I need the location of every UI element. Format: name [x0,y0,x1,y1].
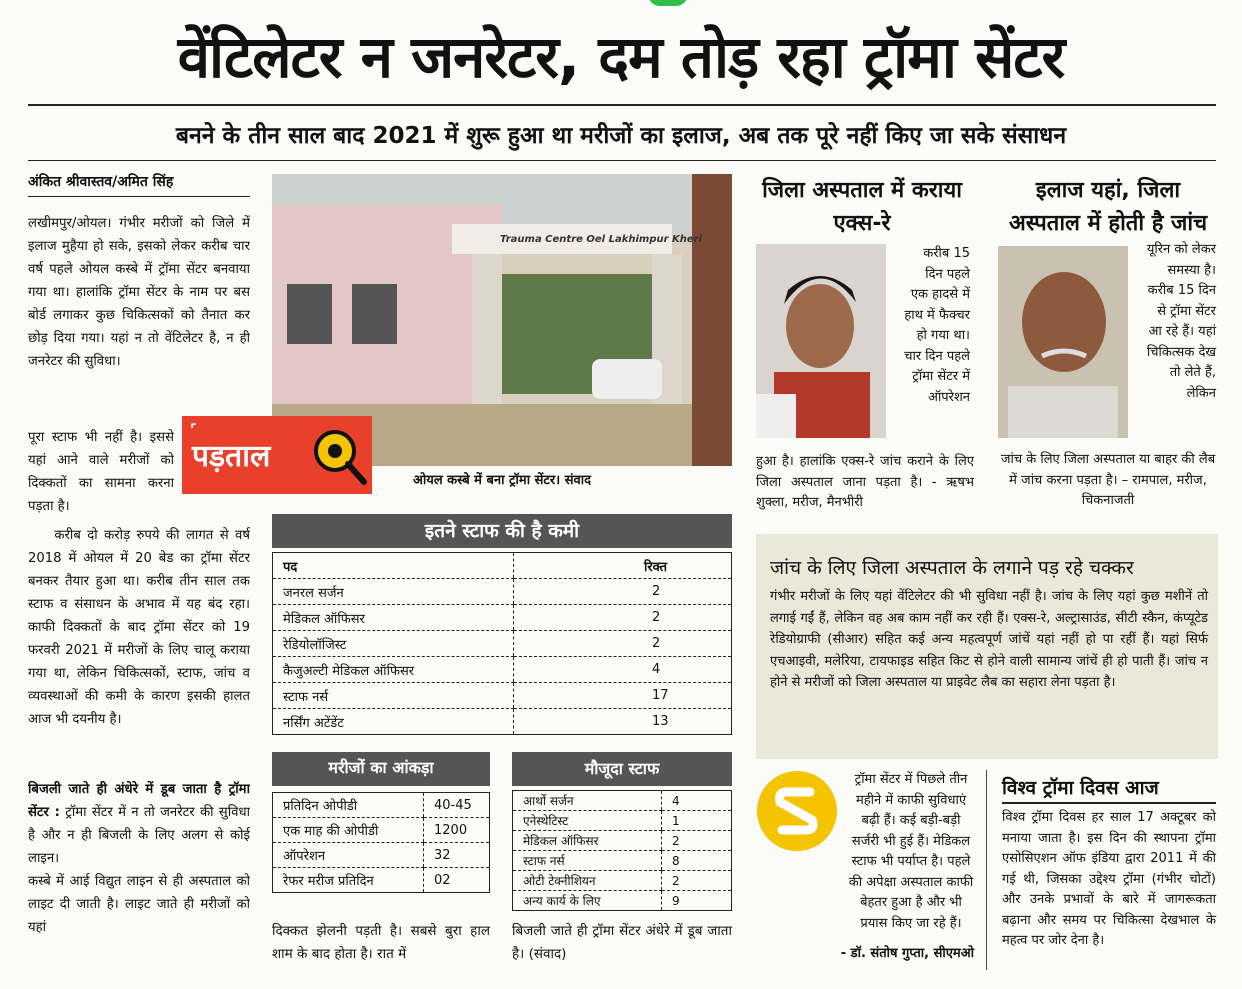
paragraph: करीब दो करोड़ रुपये की लागत से वर्ष 2018 में ओयल में 20 बेड का ट्रॉमा सेंटर बनकर तैयार हुआ था। करीब तीन साल तक स्टाफ व संसाधन के अभाव में यह बंद रहा। काफी दिक्कतों के बाद ट्रॉमा सेंटर को 19 फरवरी 2021 में मरीजों के लिए चालू कराया गया था, लेकिन चिकित्सकों, स्टाफ, जांच व व्यवस्थाओं की कमी के कारण इसकी हालत आज भी दयनीय है। [28,528,250,727]
article-text: बिजली जाते ही ट्रॉमा सेंटर अंधेरे में डूब जाता है। (संवाद) [512,923,732,962]
table-title: इतने स्टाफ की है कमी [272,514,732,548]
article-column [28,778,250,973]
table-row [273,605,732,631]
magnifier-icon [310,426,368,486]
table-cell: प्रतिदिन ओपीडी [273,793,424,818]
patient-photo [998,246,1128,438]
table-cell: 32 [424,843,490,868]
divider [1002,802,1216,804]
table-row [273,793,490,818]
table-cell: 4 [514,657,732,683]
patient-photo [756,244,886,438]
treatment-bottom-text: जांच के लिए जिला अस्पताल या बाहर की लैब में जांच करना पड़ता है। – रामपाल, मरीज, चिकनाजती [1000,452,1216,508]
logo-text: पड़ताल [192,439,271,474]
divider [28,196,250,197]
subheadline: बनने के तीन साल बाद 2021 में शुरू हुआ था मरीजों का इलाज, अब तक पूरे नहीं किए जा सके संसाधन [175,123,1067,149]
table-row [273,868,490,893]
table-row [273,657,732,683]
article-column [28,524,250,778]
divider [28,160,1216,161]
investigation-panel [756,534,1218,759]
table-row [273,709,732,735]
table-cell: एक माह की ओपीडी [273,818,424,843]
table-cell: 2 [662,871,732,891]
table-cell: 13 [514,709,732,735]
color-mark [648,0,688,6]
table-row [273,843,490,868]
bracket-mark: ⌜ [190,422,197,438]
paragraph: ट्रॉमा सेंटर में न तो जनरेटर की सुविधा है और न ही बिजली के लिए अलग से कोई लाइन। [28,805,250,866]
table-cell: 4 [662,791,732,811]
table-cell: मेडिकल ऑफिसर [273,605,514,631]
xray-title: जिला अस्पताल में कराया एक्स-रे [762,178,962,236]
treatment-side-text: यूरिन को लेकर समस्या है। करीब 15 दिन से ट्रॉमा सेंटर आ रहे हैं। यहां चिकित्सक देख तो लेते हैं, लेकिन [1146,242,1216,401]
treatment-title: इलाज यहां, जिला अस्पताल में होती है जांच [1008,178,1208,236]
trauma-day-title: विश्व ट्रॉमा दिवस आज [1002,777,1159,799]
doctor-quote [756,770,974,934]
article-column [28,426,174,521]
column-header: पद [273,553,514,579]
divider [28,104,1216,106]
padtal-logo [182,416,372,494]
table-cell: 1 [662,811,732,831]
quote-text: ट्रॉमा सेंटर में पिछले तीन महीने में काफी सुविधाएं बढ़ी हैं। कई बड़ी-बड़ी सर्जरी भी हुई हैं। मेडिकल स्टाफ भी पर्याप्त है। पहले की अपेक्षा अस्पताल काफी बेहतर हुआ है और भी प्रयास किए जा रहे हैं। [848,772,974,931]
headline: वेंटिलेटर न जनरेटर, दम तोड़ रहा ट्रॉमा सेंटर [177,23,1065,91]
table-cell: रेफर मरीज प्रतिदिन [273,868,424,893]
table-row [273,818,490,843]
table-cell: स्टाफ नर्स [513,851,662,871]
table-cell: ओटी टेक्नीशियन [513,871,662,891]
patients-table [272,752,490,893]
table-cell: 9 [662,891,732,911]
trauma-day-body: विश्व ट्रॉमा दिवस हर साल 17 अक्टूबर को मनाया जाता है। इस दिन की स्थापना ट्रॉमा एसोसिएशन ऑफ इंडिया द्वारा 2011 में की गई थी, जिसका उद्देश्य ट्रॉमा (गंभीर चोटों) और उनके प्रभावों के बारे में जागरूकता बढ़ाना और समय पर चिकित्सा देखभाल के महत्व पर जोर देना है। [1002,810,1216,948]
paragraph: पूरा स्टाफ भी नहीं है। इससे यहां आने वाले मरीजों को दिक्कतों का सामना करना पड़ता है। [28,430,174,514]
panel-title: जांच के लिए जिला अस्पताल के लगाने पड़ रहे चक्कर [770,557,1134,579]
table-cell: अन्य कार्य के लिए [513,891,662,911]
table-row [273,683,732,709]
current-staff-table [512,752,732,911]
table-cell: 1200 [424,818,490,843]
column-header: रिक्त [514,553,732,579]
table-cell: 2 [514,605,732,631]
table-row [273,579,732,605]
table-cell: कैजुअल्टी मेडिकल ऑफिसर [273,657,514,683]
byline: अंकित श्रीवास्तव/अमित सिंह [28,174,174,190]
table-row [513,831,732,851]
table-cell: एनेस्थेटिस्ट [513,811,662,831]
subsection-title: बिजली जाते ही अंधेरे में डूब जाता है ट्रॉमा सेंटर : [28,782,250,820]
table-cell: 2 [514,579,732,605]
table-title: मौजूदा स्टाफ [512,752,732,786]
table-cell: 8 [662,851,732,871]
sign-text: Trauma Centre Oel Lakhimpur Kheri [500,234,703,245]
table-cell: नर्सिंग अटेंडेंट [273,709,514,735]
table-cell: 02 [424,868,490,893]
table-cell: मेडिकल ऑफिसर [513,831,662,851]
table-cell: जनरल सर्जन [273,579,514,605]
photo-caption: ओयल कस्बे में बना ट्रॉमा सेंटर। संवाद [413,473,591,488]
table-cell: स्टाफ नर्स [273,683,514,709]
table-cell: रेडियोलॉजिस्ट [273,631,514,657]
xray-bottom-text: हुआ है। हालांकि एक्स-रे जांच कराने के लिए जिला अस्पताल जाना पड़ता है। - ऋषभ शुक्ला, मरीज, मैनभीरी [756,454,974,510]
table-header-row [273,553,732,579]
table-cell: 40-45 [424,793,490,818]
staff-shortage-table [272,514,732,735]
paragraph: लखीमपुर/ओयल। गंभीर मरीजों को जिले में इलाज मुहैया हो सके, इसको लेकर करीब चार वर्ष पहले ओयल कस्बे में ट्रॉमा सेंटर बनवाया गया था। हालांकि ट्रॉमा सेंटर के नाम पर बस बोर्ड लगाकर कुछ चिकित्सकों को तैनात कर छोड़ दिया गया। यहां न तो वेंटिलेटर है, न ही जनरेटर की सुविधा। [28,216,250,369]
table-cell: 17 [514,683,732,709]
table-cell: 2 [514,631,732,657]
table-row [513,871,732,891]
table-title: मरीजों का आंकड़ा [272,752,490,786]
doctor-sign: - डॉ. संतोष गुप्ता, सीएमओ [840,946,974,961]
table-row [513,851,732,871]
table-row [513,811,732,831]
table-cell: 2 [662,831,732,851]
table-row [513,891,732,911]
panel-body: गंभीर मरीजों के लिए यहां वेंटिलेटर की भी सुविधा नहीं है। जांच के लिए यहां कुछ मशीनें तो लगाई गईं हैं, लेकिन वह अब काम नहीं कर रही हैं। एक्स-रे, अल्ट्रासाउंड, सीटी स्कैन, कंप्यूटेड रेडियोग्राफी (सीआर) सहित कई अन्य महत्वपूर्ण जांचें यहां नहीं हो पा रहीं हैं। यहां सिर्फ एचआइवी, मलेरिया, टायफाइड सहित किट से होने वाली सामान्य जांचें ही हो पाती हैं। जांच न होने से मरीजों को जिला अस्पताल या प्राइवेट लैब का सहारा लेना पड़ता है। [770,589,1208,690]
article-column [28,212,250,412]
divider [986,770,987,970]
article-text: दिक्कत झेलनी पड़ती है। सबसे बुरा हाल शाम के बाद होता है। रात में [272,923,490,962]
table-row [273,631,732,657]
paragraph: कस्बे में आई विद्युत लाइन से ही अस्पताल को लाइट दी जाती है। लाइट जाते ही मरीजों को यहां [28,874,250,935]
table-row [513,791,732,811]
xray-side-text: करीब 15 दिन पहले एक हादसे में हाथ में फैक्चर हो गया था। चार दिन पहले ट्रॉमा सेंटर में ऑपरेशन [904,246,970,405]
table-cell: ऑपरेशन [273,843,424,868]
table-cell: आर्थो सर्जन [513,791,662,811]
